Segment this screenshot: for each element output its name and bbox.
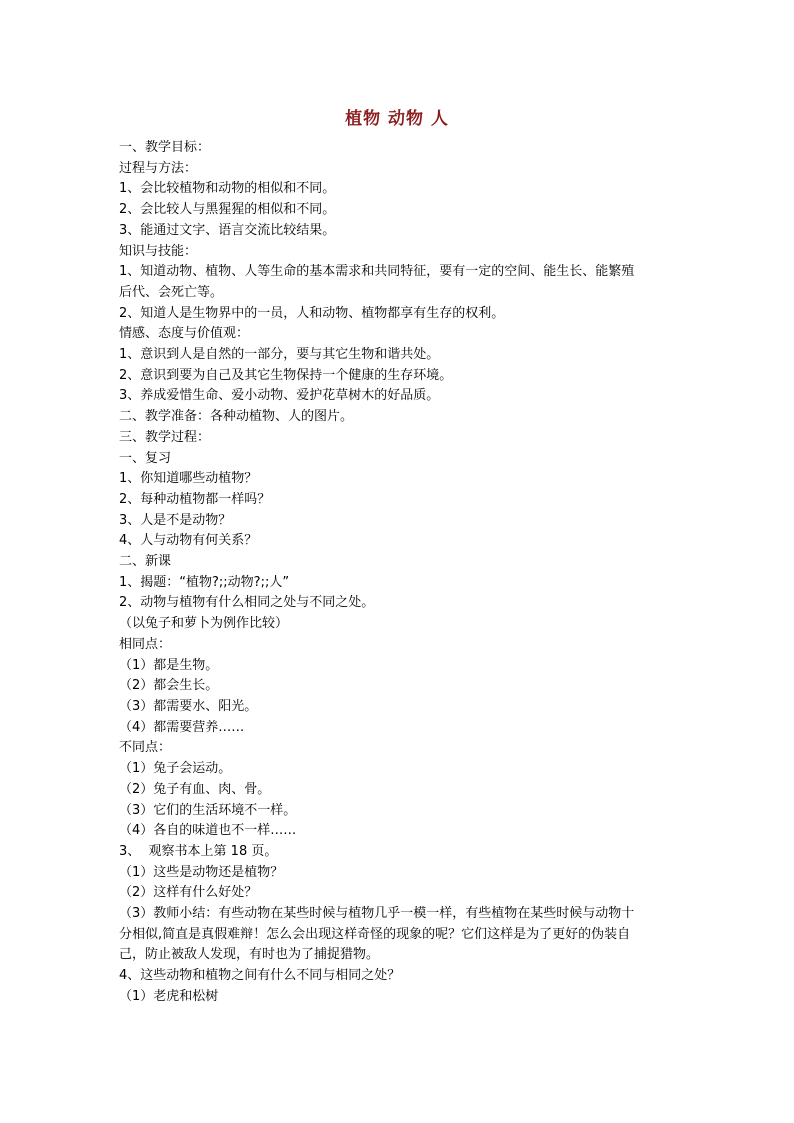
text-line: 1、你知道哪些动植物？ xyxy=(119,471,258,487)
text-line: 2、知道人是生物界中的一员，人和动物、植物都享有生存的权利。 xyxy=(119,305,505,321)
text-line: 分相似,简直是真假难辩！怎么会出现这样奇怪的现象的呢？它们这样是为了更好的伪装自 xyxy=(119,926,631,942)
text-line: 3、人是不是动物？ xyxy=(119,512,232,528)
text-line: （以兔子和萝卜为例作比较） xyxy=(119,616,289,632)
text-line: 过程与方法： xyxy=(119,160,198,176)
text-line: 后代、会死亡等。 xyxy=(119,284,224,300)
text-line: 1、意识到人是自然的一部分，要与其它生物和谐共处。 xyxy=(119,347,440,363)
text-line: （3）教师小结：有些动物在某些时候与植物几乎一模一样，有些植物在某些时候与动物十 xyxy=(119,906,635,922)
text-line: 3、 观察书本上第 18 页。 xyxy=(119,843,278,859)
text-line: 不同点： xyxy=(119,740,172,756)
text-line: （1）兔子会运动。 xyxy=(119,761,232,777)
text-line: 二、教学准备：各种动植物、人的图片。 xyxy=(119,409,354,425)
text-line: （3）它们的生活环境不一样。 xyxy=(119,802,297,818)
text-line: 己，防止被敌人发现，有时也为了捕捉猎物。 xyxy=(119,947,380,963)
text-line: 1、知道动物、植物、人等生命的基本需求和共同特征，要有一定的空间、能生长、能繁殖 xyxy=(119,264,635,280)
text-line: 2、每种动植物都一样吗？ xyxy=(119,491,271,507)
text-line: （2）这样有什么好处？ xyxy=(119,885,258,901)
text-line: 三、教学过程： xyxy=(119,429,211,445)
text-line: 2、动物与植物有什么相同之处与不同之处。 xyxy=(119,595,375,611)
text-line: 一、复习 xyxy=(119,450,172,466)
text-line: 2、会比较人与黑猩猩的相似和不同。 xyxy=(119,202,336,218)
text-line: （1）老虎和松树 xyxy=(119,988,219,1004)
text-line: （2）都会生长。 xyxy=(119,678,219,694)
text-line: 二、新课 xyxy=(119,554,172,570)
text-line: 1、揭题：“植物?;;动物?;;人” xyxy=(119,574,290,590)
text-line: 4、人与动物有何关系？ xyxy=(119,533,258,549)
text-line: 4、这些动物和植物之间有什么不同与相同之处？ xyxy=(119,968,401,984)
text-line: 1、会比较植物和动物的相似和不同。 xyxy=(119,181,336,197)
document-body xyxy=(119,138,679,1008)
text-line: （1）这些是动物还是植物？ xyxy=(119,864,284,880)
text-line: 3、能通过文字、语言交流比较结果。 xyxy=(119,222,336,238)
text-line: 一、教学目标： xyxy=(119,140,211,155)
text-line: 知识与技能： xyxy=(119,243,198,259)
text-line: （4）都需要营养…… xyxy=(119,719,245,735)
text-line: （1）都是生物。 xyxy=(119,657,219,673)
text-line: 3、养成爱惜生命、爱小动物、爱护花草树木的好品质。 xyxy=(119,388,440,404)
text-line: 情感、态度与价值观： xyxy=(119,326,250,342)
text-line: 2、意识到要为自己及其它生物保持一个健康的生存环境。 xyxy=(119,367,453,383)
text-line: （3）都需要水、阳光。 xyxy=(119,698,258,714)
text-line: （4）各自的味道也不一样…… xyxy=(119,823,297,839)
page-title: 植物 动物 人 xyxy=(345,109,449,129)
text-line: 相同点： xyxy=(119,636,172,652)
text-line: （2）兔子有血、肉、骨。 xyxy=(119,781,271,797)
